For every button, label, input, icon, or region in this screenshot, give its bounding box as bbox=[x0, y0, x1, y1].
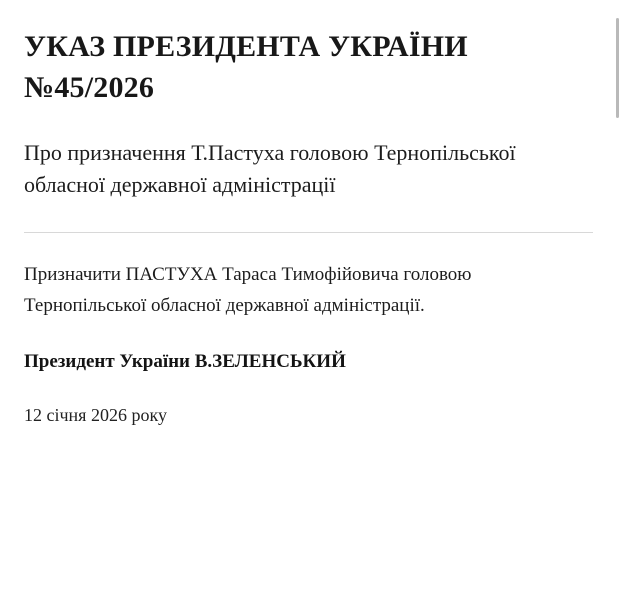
document-signature: Президент України В.ЗЕЛЕНСЬКИЙ bbox=[24, 350, 346, 372]
page-title: УКАЗ ПРЕЗИДЕНТА УКРАЇНИ №45/2026 bbox=[24, 30, 468, 105]
scrollbar[interactable] bbox=[618, 0, 623, 603]
scrollbar-thumb[interactable] bbox=[616, 18, 619, 118]
document-body-text: Призначити ПАСТУХА Тараса Тимофійовича головою Тернопільської обласної державної адміністрації. bbox=[24, 264, 472, 317]
document-date: 12 січня 2026 року bbox=[24, 405, 167, 426]
section-divider bbox=[24, 232, 593, 233]
document-subtitle: Про призначення Т.Пастуха головою Тернопільської обласної державної адміністрації bbox=[24, 139, 516, 198]
